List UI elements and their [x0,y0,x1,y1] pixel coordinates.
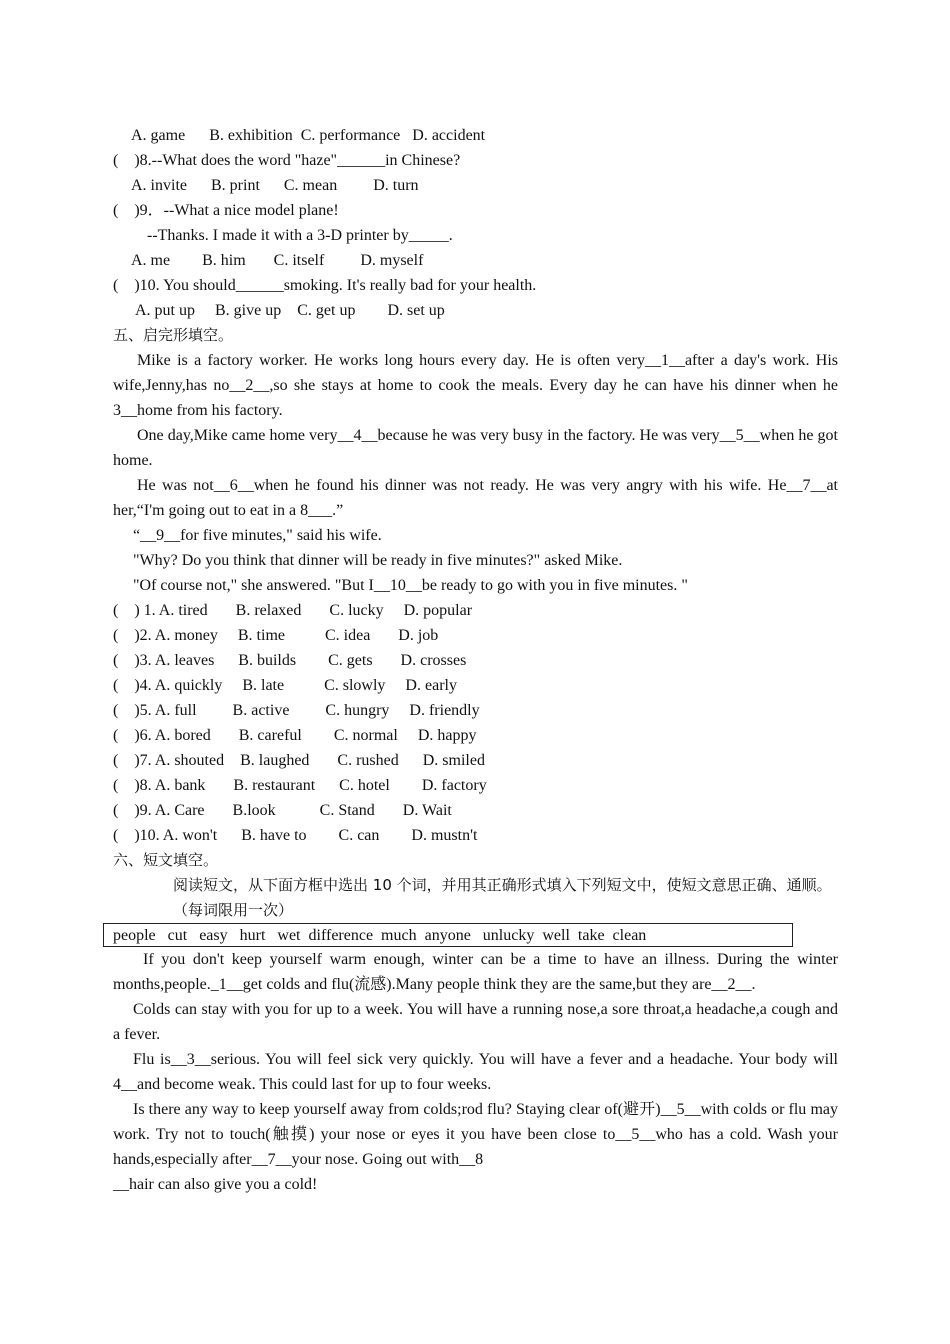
passage-paragraph-2: Colds can stay with you for up to a week. You will have a running nose,a sore throat,a headache,a cough and a fever. [113,1001,838,1043]
cloze-option-row: ( ) 1. A. tired B. relaxed C. lucky D. popular [113,602,473,619]
cloze-option-row: ( )5. A. full B. active C. hungry D. friendly [113,702,480,719]
options-9: A. me B. him C. itself D. myself [131,252,424,269]
cloze-option-row: ( )9. A. Care B.look C. Stand D. Wait [113,802,452,819]
section5-heading: 五、启完形填空。 [113,326,234,344]
cloze-paragraph-1: Mike is a factory worker. He works long hours every day. He is often very__1__after a day's work. His wife,Jenny,has no__2__,so she stays at home to cook the meals. Every day he can have his dinner when he 3__home from his factory. [113,352,838,419]
passage-paragraph-5: __hair can also give you a cold! [113,1176,318,1193]
passage-paragraph-1: If you don't keep yourself warm enough, winter can be a time to have an illness. During the winter months,people._1__get colds and flu(流感).Many people think they are the same,but they are__2__. [113,951,838,993]
cloze-paragraph-2: One day,Mike came home very__4__because he was very busy in the factory. He was very__5__when he got home. [113,427,838,469]
section6-heading: 六、短文填空。 [113,851,219,869]
exam-page [113,123,838,1197]
options-10: A. put up B. give up C. get up D. set up [135,302,445,319]
question-9-reply: --Thanks. I made it with a 3-D printer by_____. [147,227,453,244]
cloze-option-row: ( )7. A. shouted B. laughed C. rushed D. smiled [113,752,485,769]
options-7: A. game B. exhibition C. performance D. accident [131,127,486,144]
cloze-option-row: ( )6. A. bored B. careful C. normal D. happy [113,727,477,744]
passage-paragraph-4: Is there any way to keep yourself away from colds;rod flu? Staying clear of(避开)__5__with colds or flu may work. Try not to touch(触摸) your nose or eyes it you have been close to__5__who has a cold. Wash your hands,especially after__7__your nose. Going out with__8 [113,1101,838,1168]
cloze-option-row: ( )2. A. money B. time C. idea D. job [113,627,439,644]
options-8: A. invite B. print C. mean D. turn [131,177,419,194]
cloze-option-row: ( )4. A. quickly B. late C. slowly D. early [113,677,457,694]
cloze-option-row: ( )3. A. leaves B. builds C. gets D. crosses [113,652,467,669]
cloze-option-row: ( )10. A. won't B. have to C. can D. mustn't [113,827,478,844]
question-10: ( )10. You should______smoking. It's really bad for your health. [113,277,537,294]
cloze-paragraph-6: "Of course not," she answered. "But I__10__be ready to go with you in five minutes. " [133,577,688,594]
cloze-paragraph-5: "Why? Do you think that dinner will be ready in five minutes?" asked Mike. [133,552,623,569]
word-bank-box: people cut easy hurt wet difference much anyone unlucky well take clean [103,923,793,947]
question-9: ( )9．--What a nice model plane! [113,202,339,219]
question-8: ( )8.--What does the word "haze"______in Chinese? [113,152,461,169]
cloze-paragraph-3: He was not__6__when he found his dinner was not ready. He was very angry with his wife. He__7__at her,“I'm going out to eat in a 8___.” [113,477,838,519]
cloze-option-row: ( )8. A. bank B. restaurant C. hotel D. factory [113,777,487,794]
section6-instruction: 阅读短文，从下面方框中选出 10 个词，并用其正确形式填入下列短文中，使短文意思正确、通顺。（每词限用一次） [173,876,832,919]
cloze-paragraph-4: “__9__for five minutes," said his wife. [133,527,382,544]
passage-paragraph-3: Flu is__3__serious. You will feel sick very quickly. You will have a fever and a headache. Your body will 4__and become weak. This could last for up to four weeks. [113,1051,838,1093]
